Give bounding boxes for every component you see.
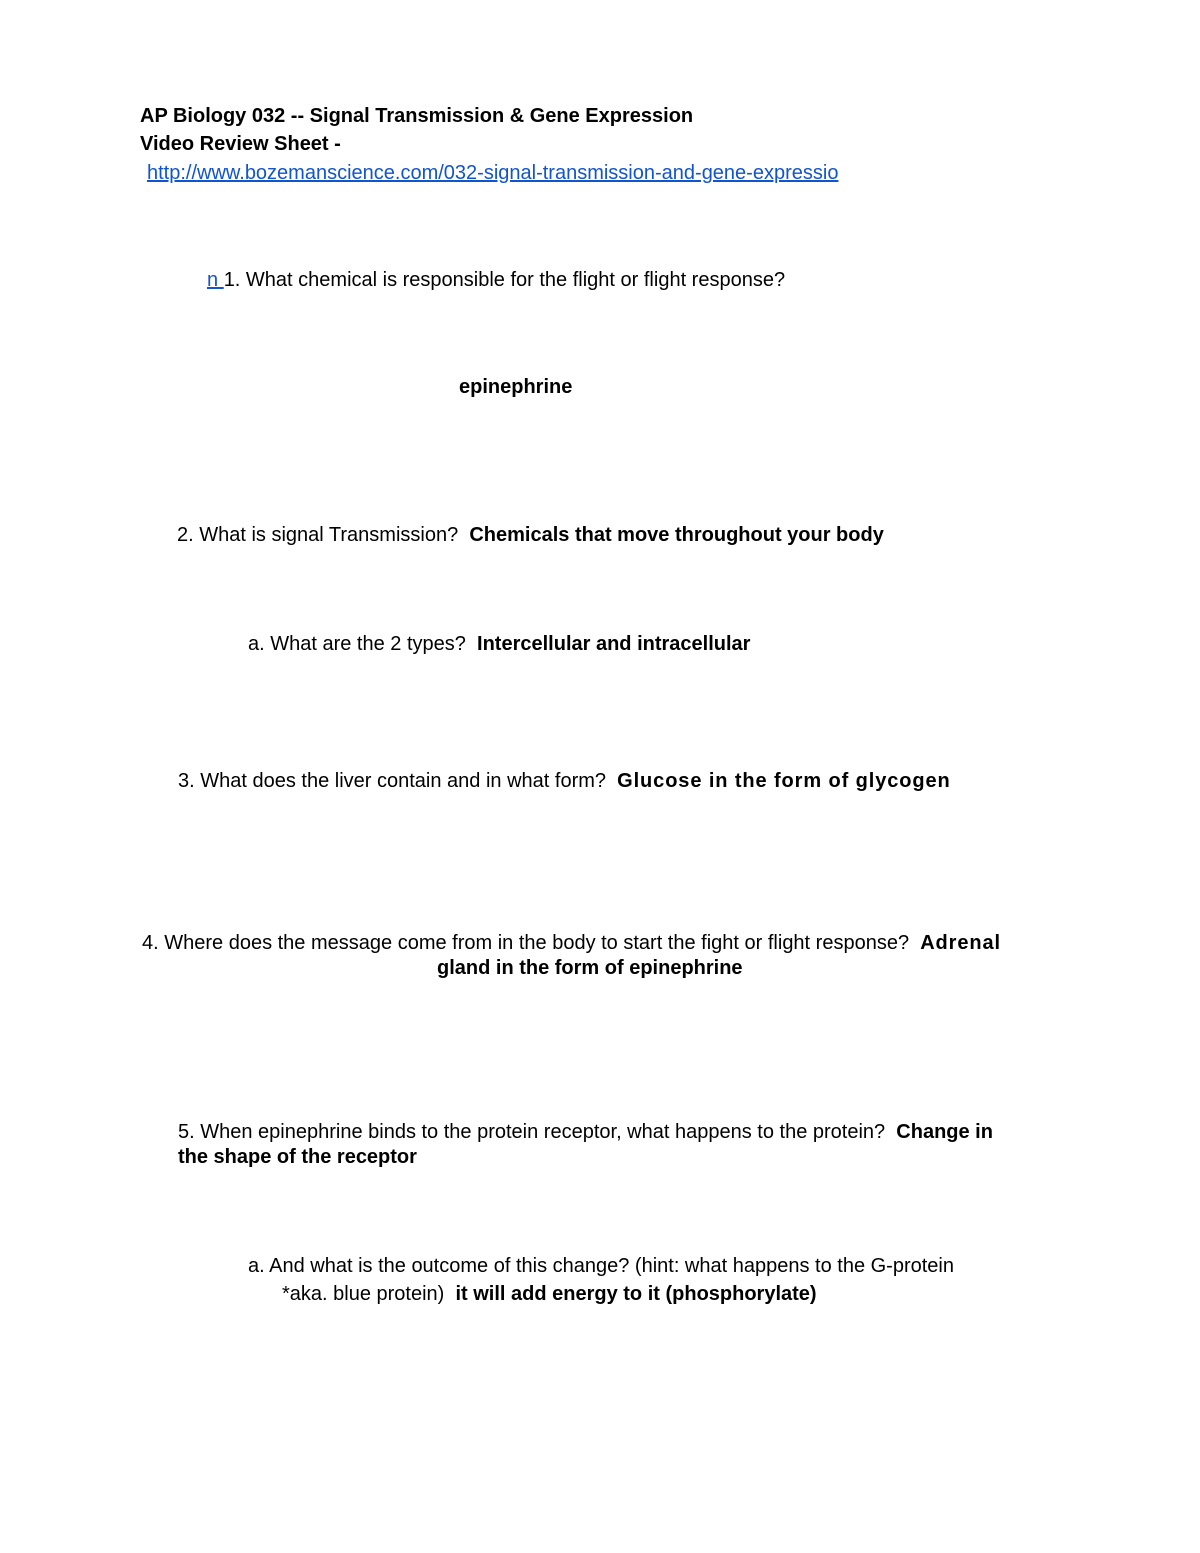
question-3-text: 3. What does the liver contain and in what form? [178, 770, 607, 792]
question-4-row [142, 931, 1001, 955]
question-5-answer-line1: Change in [896, 1121, 993, 1143]
question-5-answer-line2: the shape of the receptor [178, 1146, 417, 1168]
question-5-text: 5. When epinephrine binds to the protein receptor, what happens to the protein? [178, 1121, 886, 1143]
question-4-answer-line2: gland in the form of epinephrine [437, 957, 743, 979]
question-5-row [178, 1120, 993, 1144]
question-3-row [178, 769, 951, 793]
question-4-text: 4. Where does the message come from in the body to start the fight or flight response? [142, 932, 910, 954]
question-1-text: 1. What chemical is responsible for the flight or flight response? [223, 269, 786, 291]
question-5a-answer: it will add energy to it (phosphorylate) [455, 1283, 817, 1305]
question-2-answer: Chemicals that move throughout your body [469, 524, 884, 546]
question-1-answer: epinephrine [459, 376, 573, 398]
question-2-text: 2. What is signal Transmission? [177, 524, 459, 546]
question-2a-answer: Intercellular and intracellular [477, 633, 751, 655]
question-5a-row [282, 1282, 817, 1306]
video-link[interactable]: http://www.bozemanscience.com/032-signal-transmission-and-gene-expressio [147, 162, 839, 184]
question-2a-row [248, 632, 750, 656]
document-title: AP Biology 032 -- Signal Transmission & Gene Expression [140, 105, 694, 127]
question-2a-text: a. What are the 2 types? [248, 633, 466, 655]
link-fragment[interactable]: n [207, 269, 224, 291]
question-5a-text-line1: a. And what is the outcome of this change? (hint: what happens to the G-protein [248, 1255, 954, 1277]
question-5a-text-line2: *aka. blue protein) [282, 1283, 445, 1305]
document-subtitle: Video Review Sheet - [140, 133, 341, 155]
question-4-answer-line1: Adrenal [920, 932, 1001, 954]
question-3-answer: Glucose in the form of glycogen [617, 770, 951, 792]
question-2-row [177, 523, 884, 547]
question-1-row [207, 268, 785, 292]
